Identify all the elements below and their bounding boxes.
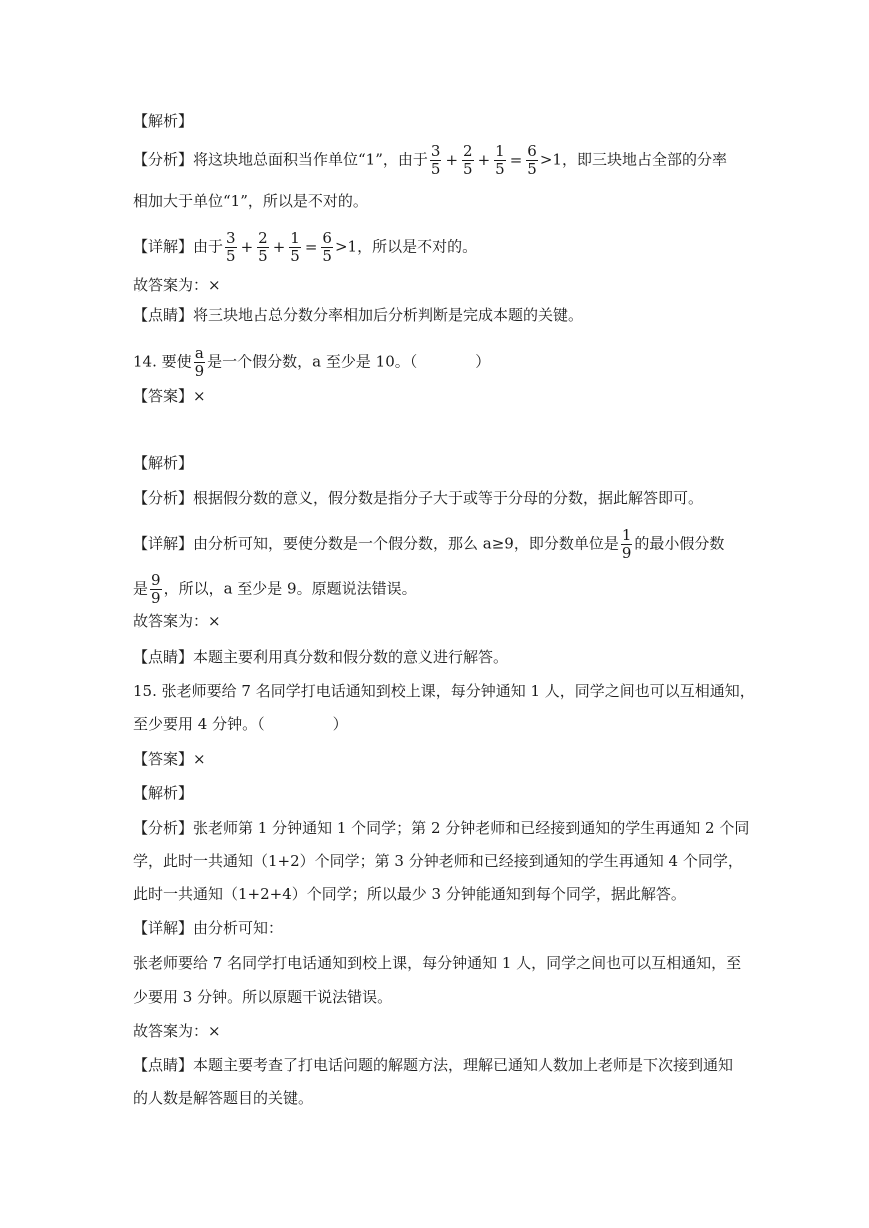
plus-sign: + [445, 150, 459, 169]
paren-close: ） [475, 352, 491, 371]
fraction-a-9: $\frac{a}{9}$ [194, 344, 205, 380]
q15-xiangjie-line [133, 918, 283, 938]
p13-xiangjie-post: >1，所以是不对的。 [334, 237, 478, 256]
q14-line2-post: ，所以，a 至少是 9。原题说法错误。 [163, 579, 417, 598]
fraction-3-5: $\frac{3}{5}$ [226, 229, 236, 265]
q14-answer-line: 故答案为：× [133, 612, 221, 630]
q14-dianjing-tag: 【点睛】 [133, 648, 194, 666]
q14-dianjing-text: 本题主要利用真分数和假分数的意义进行解答。 [193, 648, 509, 666]
p13-dianjing-tag: 【点睛】 [133, 306, 194, 324]
q14-answer: 【答案】× [133, 387, 206, 405]
fraction-1-5: $\frac{1}{5}$ [495, 142, 505, 178]
q14-stem-pre: 14. 要使 [133, 352, 192, 371]
p13-dianjing-text: 将三块地占总分数分率相加后分析判断是完成本题的关键。 [193, 306, 584, 324]
q15-fenxi-text1: 张老师第 1 分钟通知 1 个同学；第 2 分钟老师和已经接到通知的学生再通知 2 个同 [193, 819, 750, 837]
plus-sign: + [477, 150, 491, 169]
p13-answer-line: 故答案为：× [133, 276, 221, 294]
q14-xiangjie-line1 [133, 527, 724, 562]
q15-fenxi-line1 [133, 818, 749, 838]
q14-xiangjie-tag: 【详解】 [133, 534, 194, 553]
fraction-9-9: $\frac{9}{9}$ [151, 571, 161, 607]
q14-fenxi-line [133, 488, 703, 508]
q15-fenxi-line3: 此时一共通知（1+2+4）个同学；所以最少 3 分钟能通知到每个同学，据此解答。 [133, 885, 686, 903]
q15-stem-line2 [133, 714, 348, 734]
p13-xiangjie-pre: 由于 [193, 237, 224, 256]
fraction-6-5: $\frac{6}{5}$ [322, 229, 332, 265]
q15-jiexi-heading: 【解析】 [133, 784, 194, 802]
q15-fenxi-tag: 【分析】 [133, 819, 194, 837]
plus-sign: + [272, 237, 286, 256]
p13-xiangjie-tag: 【详解】 [133, 237, 194, 256]
q14-xiangjie-pre: 由分析可知，要使分数是一个假分数，那么 a≥9，即分数单位是 [193, 534, 619, 553]
q15-stem-pre: 至少要用 4 分钟。（ [133, 715, 265, 733]
fraction-2-5: $\frac{2}{5}$ [258, 229, 268, 265]
equals-sign: = [509, 150, 523, 169]
p13-fenxi-line2: 相加大于单位“1”，所以是不对的。 [133, 192, 368, 210]
q15-answer: 【答案】× [133, 750, 206, 768]
p13-fenxi-line1 [133, 143, 727, 178]
q15-xiangjie-text: 由分析可知： [193, 919, 284, 937]
q14-fenxi-text: 根据假分数的意义，假分数是指分子大于或等于分母的分数，据此解答即可。 [193, 489, 704, 507]
q14-xiangjie-line2 [133, 572, 417, 607]
q15-fenxi-line2: 学，此时一共通知（1+2）个同学；第 3 分钟老师和已经接到通知的学生再通知 4 个同学， [133, 852, 743, 870]
fraction-3-5: $\frac{3}{5}$ [430, 142, 441, 178]
q15-dianjing-text1: 本题主要考查了打电话问题的解题方法，理解已通知人数加上老师是下次接到通知 [193, 1056, 734, 1074]
fraction-1-9: $\frac{1}{9}$ [621, 526, 632, 562]
fraction-2-5: $\frac{2}{5}$ [463, 142, 473, 178]
p13-dianjing-line [133, 305, 583, 325]
q14-dianjing-line [133, 647, 508, 667]
paren-close: ） [332, 715, 348, 733]
q15-answer-line: 故答案为：× [133, 1022, 221, 1040]
p13-fenxi-post: >1，即三块地占全部的分率 [539, 150, 727, 169]
q15-stem-line1: 15. 张老师要给 7 名同学打电话通知到校上课，每分钟通知 1 人，同学之间也可以互相通知， [133, 682, 755, 700]
q14-jiexi-heading: 【解析】 [133, 454, 194, 472]
p13-fenxi-tag: 【分析】 [133, 150, 194, 169]
plus-sign: + [240, 237, 254, 256]
q14-xiangjie-post: 的最小假分数 [634, 534, 725, 553]
p13-fenxi-pre: 将这块地总面积当作单位“1”，由于 [193, 150, 428, 169]
q15-body-line1: 张老师要给 7 名同学打电话通知到校上课，每分钟通知 1 人，同学之间也可以互相通知，至 [133, 954, 742, 972]
q14-line2-pre: 是 [133, 579, 149, 598]
q14-stem [133, 345, 490, 380]
q14-stem-post: 是一个假分数，a 至少是 10。（ [207, 352, 418, 371]
q14-fenxi-tag: 【分析】 [133, 489, 194, 507]
p13-xiangjie-line [133, 230, 477, 265]
q15-dianjing-tag: 【点睛】 [133, 1056, 194, 1074]
equals-sign: = [304, 237, 318, 256]
p13-jiexi-heading: 【解析】 [133, 112, 194, 130]
fraction-6-5: $\frac{6}{5}$ [527, 142, 537, 178]
q15-dianjing-line1 [133, 1055, 733, 1075]
fraction-1-5: $\frac{1}{5}$ [290, 229, 300, 265]
q15-xiangjie-tag: 【详解】 [133, 919, 194, 937]
q15-body-line2: 少要用 3 分钟。所以原题干说法错误。 [133, 988, 393, 1006]
q15-dianjing-line2: 的人数是解答题目的关键。 [133, 1089, 314, 1107]
